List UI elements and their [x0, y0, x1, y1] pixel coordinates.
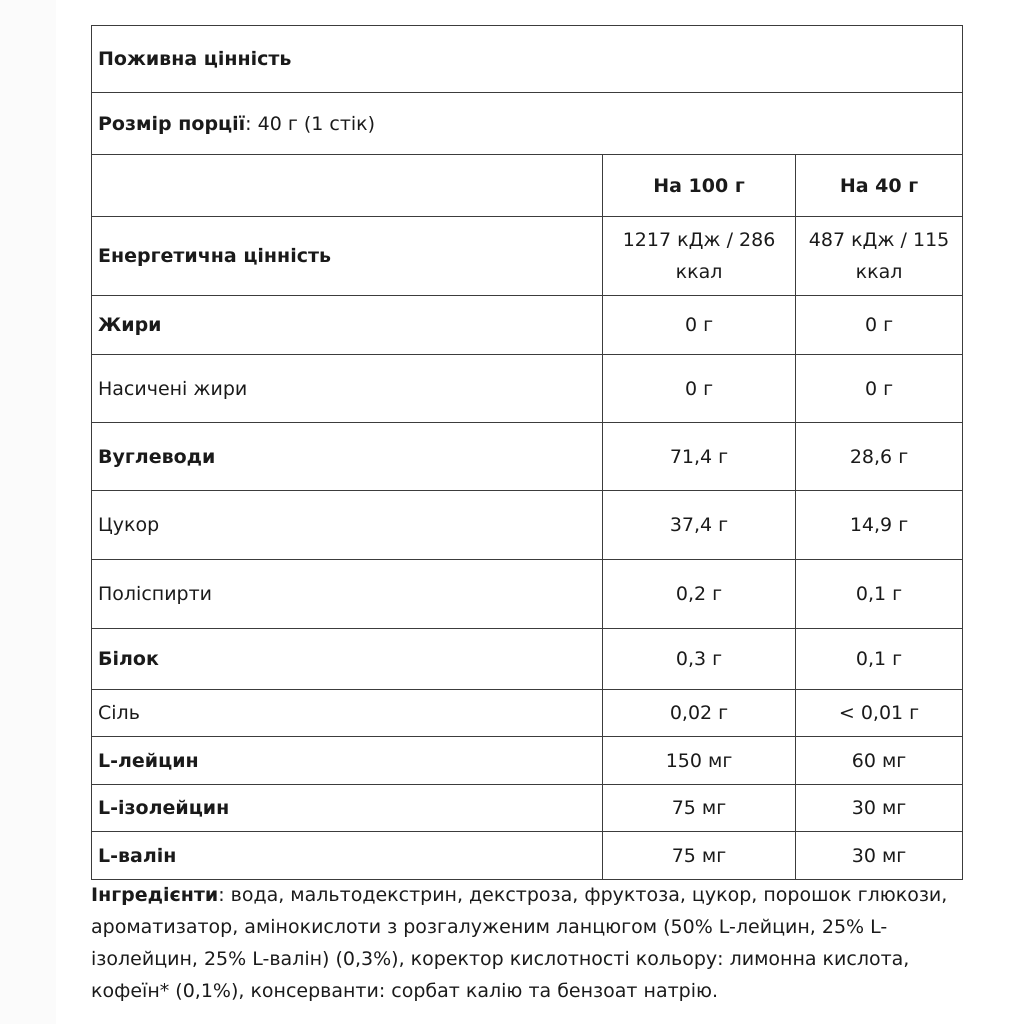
nutrient-name: Білок	[92, 629, 603, 690]
value-per-100g: 0,2 г	[603, 560, 796, 629]
table-row-salt	[92, 690, 963, 737]
serving-size-label: Розмір порції	[98, 112, 246, 135]
nutrient-name: Сіль	[92, 690, 603, 737]
table-title: Поживна цінність	[92, 26, 963, 93]
nutrient-name: L-ізолейцин	[92, 785, 603, 832]
value-per-100g: 0,3 г	[603, 629, 796, 690]
table-row-sugar	[92, 491, 963, 560]
value-per-100g: 0 г	[603, 296, 796, 355]
ingredients-text: : вода, мальтодекстрин, декстроза, фруктоза, цукор, порошок глюкози, ароматизатор, амінокислоти з розгалуженим ланцюгом (50% L-лейцин, 25% L-ізолейцин, 25% L-валін) (0,3%), коректор кислотності кольору: лимонна кислота, кофеїн* (0,1%), консерванти: сорбат калію та бензоат натрію.	[91, 884, 948, 1002]
value-per-serving: 28,6 г	[796, 423, 963, 491]
value-per-serving: 0 г	[796, 296, 963, 355]
table-row-energy	[92, 217, 963, 296]
value-per-serving: 0,1 г	[796, 560, 963, 629]
table-row-carbohydrates	[92, 423, 963, 491]
nutrient-name: Цукор	[92, 491, 603, 560]
value-per-100g: 150 мг	[603, 737, 796, 785]
page-left-margin	[0, 0, 56, 1024]
nutrition-table	[91, 25, 963, 880]
value-per-serving: 487 кДж / 115 ккал	[796, 217, 963, 296]
value-per-100g: 0 г	[603, 355, 796, 423]
nutrient-name: Жири	[92, 296, 603, 355]
value-per-serving: < 0,01 г	[796, 690, 963, 737]
table-row-protein	[92, 629, 963, 690]
value-per-100g: 1217 кДж / 286 ккал	[603, 217, 796, 296]
column-header-row	[92, 155, 963, 217]
column-header-per-40g: На 40 г	[796, 155, 963, 217]
serving-size	[92, 93, 963, 155]
value-per-serving: 60 мг	[796, 737, 963, 785]
table-row-fat	[92, 296, 963, 355]
column-header-per-100g: На 100 г	[603, 155, 796, 217]
nutrient-name: Насичені жири	[92, 355, 603, 423]
nutrient-name: L-валін	[92, 832, 603, 880]
value-per-100g: 0,02 г	[603, 690, 796, 737]
table-row-polyols	[92, 560, 963, 629]
value-per-serving: 0,1 г	[796, 629, 963, 690]
value-per-serving: 30 мг	[796, 832, 963, 880]
serving-size-row	[92, 93, 963, 155]
nutrient-name: Енергетична цінність	[92, 217, 603, 296]
nutrient-name: L-лейцин	[92, 737, 603, 785]
table-title-row	[92, 26, 963, 93]
nutrient-name: Вуглеводи	[92, 423, 603, 491]
value-per-serving: 30 мг	[796, 785, 963, 832]
ingredients-label: Інгредієнти	[91, 884, 219, 906]
table-row-l-leucine	[92, 737, 963, 785]
nutrient-name: Поліспирти	[92, 560, 603, 629]
table-row-saturated-fat	[92, 355, 963, 423]
table-row-l-isoleucine	[92, 785, 963, 832]
column-header-empty	[92, 155, 603, 217]
value-per-100g: 71,4 г	[603, 423, 796, 491]
value-per-serving: 14,9 г	[796, 491, 963, 560]
ingredients-paragraph	[91, 879, 971, 1007]
value-per-100g: 37,4 г	[603, 491, 796, 560]
value-per-serving: 0 г	[796, 355, 963, 423]
value-per-100g: 75 мг	[603, 785, 796, 832]
serving-size-value: : 40 г (1 стік)	[245, 112, 376, 135]
table-row-l-valine	[92, 832, 963, 880]
value-per-100g: 75 мг	[603, 832, 796, 880]
